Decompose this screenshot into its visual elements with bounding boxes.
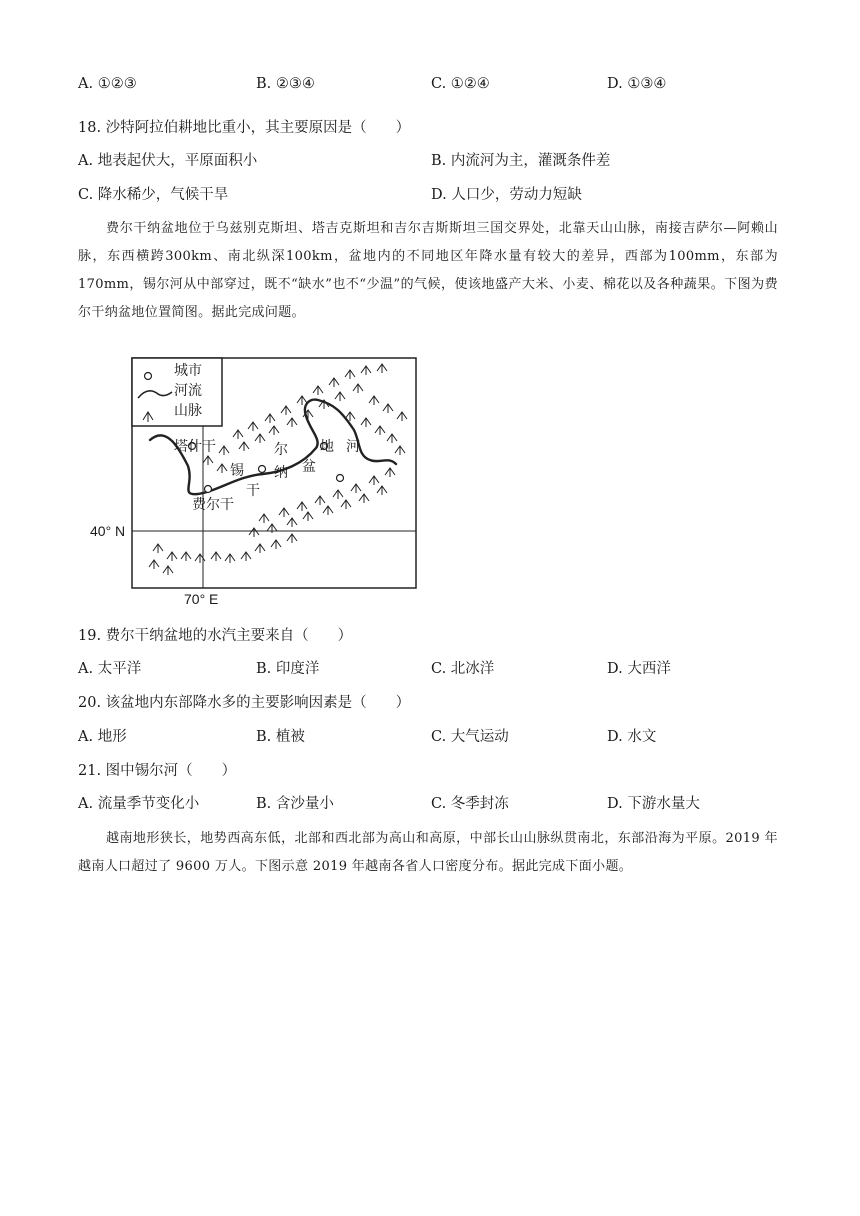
q17-option-d: D. ①③④ [607, 76, 667, 92]
mountain-symbol [387, 434, 397, 443]
fergana-map [88, 356, 433, 612]
mountain-symbol [341, 500, 351, 509]
q17-option-a: A. ①②③ [78, 76, 137, 92]
label-fergana-city: 费尔干 [192, 497, 234, 513]
q18-stem: 18. 沙特阿拉伯耕地比重小，其主要原因是（ ） [78, 120, 411, 136]
mountain-symbol [255, 544, 265, 553]
q19-option-c: C. 北冰洋 [431, 661, 495, 677]
mountain-symbol [225, 554, 235, 563]
mountain-symbol [181, 552, 191, 561]
city-fergana [205, 486, 212, 493]
mountain-symbol [385, 468, 395, 477]
mountain-symbol [361, 366, 371, 375]
label-basin-4: 盆 [302, 459, 316, 475]
mountain-symbol [345, 370, 355, 379]
q21-option-b: B. 含沙量小 [256, 796, 334, 812]
city-basin-1 [259, 466, 266, 473]
passage-vietnam-text: 越南地形狭长，地势西高东低，北部和西北部为高山和高原，中部长山山脉纵贯南北，东部沿海为平原。2019 年越南人口超过了 9600 万人。下图示意 2019 年越南各省人口密度分布。据此完成下面小题。 [78, 831, 778, 874]
q21-option-a: A. 流量季节变化小 [78, 796, 200, 812]
mountain-symbol [281, 406, 291, 415]
label-river: 河 [346, 439, 360, 455]
mountain-symbol [353, 384, 363, 393]
mountain-symbol [297, 502, 307, 511]
mountain-symbol [267, 524, 277, 533]
mountain-symbol [395, 446, 405, 455]
mountain-symbol [383, 404, 393, 413]
mountain-symbol [313, 386, 323, 395]
mountain-symbol [203, 456, 213, 465]
q19-option-a: A. 太平洋 [78, 661, 142, 677]
latitude-label: 40° N [90, 523, 126, 539]
mountain-symbol [217, 464, 227, 473]
q20-option-b: B. 植被 [256, 729, 305, 745]
map-drawing [88, 356, 433, 612]
label-basin-5: 地 [320, 439, 334, 455]
mountain-symbol [369, 476, 379, 485]
q18-option-c: C. 降水稀少，气候干旱 [78, 187, 229, 203]
label-basin-0: 尔 [274, 442, 288, 458]
mountain-symbol [377, 486, 387, 495]
q21-stem: 21. 图中锡尔河（ ） [78, 763, 237, 779]
mountain-symbol [167, 552, 177, 561]
q21-option-d: D. 下游水量大 [607, 796, 700, 812]
passage-fergana-text: 费尔干纳盆地位于乌兹别克斯坦、塔吉克斯坦和吉尔吉斯斯坦三国交界处，北靠天山山脉，南接吉萨尔—阿赖山脉，东西横跨300km、南北纵深100km，盆地内的不同地区年降水量有较大的差异，西部为100mm，东部为170mm，锡尔河从中部穿过，既不“缺水”也不“少温”的气候，使该地盛产大米、小麦、棉花以及各种蔬果。下图为费尔干纳盆地位置简图。据此完成问题。 [78, 221, 778, 320]
mountain-symbol [271, 540, 281, 549]
mountain-symbol [329, 378, 339, 387]
mountain-symbol [249, 528, 259, 537]
mountain-symbol [233, 430, 243, 439]
mountain-symbol [287, 418, 297, 427]
mountain-symbol [248, 422, 258, 431]
q19-option-b: B. 印度洋 [256, 661, 320, 677]
legend-city-label: 城市 [174, 363, 202, 379]
mountain-symbol [375, 426, 385, 435]
legend-river-label: 河流 [174, 383, 202, 399]
q18-option-b: B. 内流河为主，灌溉条件差 [431, 153, 611, 169]
mountain-symbol [279, 508, 289, 517]
q17-option-c: C. ①②④ [431, 76, 490, 92]
label-tashkent: 塔什干 [174, 439, 216, 455]
mountain-symbol [255, 434, 265, 443]
label-basin-2: 纳 [274, 465, 288, 481]
mountain-symbol [153, 544, 163, 553]
mountain-symbol [369, 396, 379, 405]
mountain-symbol [269, 426, 279, 435]
label-basin-1: 干 [246, 483, 260, 499]
q20-option-c: C. 大气运动 [431, 729, 509, 745]
mountain-symbol [219, 446, 229, 455]
mountain-symbol [287, 518, 297, 527]
q19-stem: 19. 费尔干纳盆地的水汽主要来自（ ） [78, 628, 353, 644]
mountain-symbol [323, 506, 333, 515]
mountain-symbol [351, 484, 361, 493]
mountain-symbol [335, 392, 345, 401]
legend-mountain-label: 山脉 [174, 403, 202, 419]
mountain-symbol [303, 512, 313, 521]
mountain-symbol [259, 514, 269, 523]
passage-vietnam [78, 825, 778, 881]
q20-stem: 20. 该盆地内东部降水多的主要影响因素是（ ） [78, 695, 411, 711]
q20-option-a: A. 地形 [78, 729, 127, 745]
mountain-symbol [163, 566, 173, 575]
mountain-symbol [377, 364, 387, 373]
q20-option-d: D. 水文 [607, 729, 657, 745]
q21-option-c: C. 冬季封冻 [431, 796, 509, 812]
mountain-symbol [241, 552, 251, 561]
mountain-symbol [239, 442, 249, 451]
q18-option-a: A. 地表起伏大，平原面积小 [78, 153, 258, 169]
label-syr: 锡 [230, 463, 244, 479]
mountain-symbol [333, 490, 343, 499]
mountain-symbol [315, 496, 325, 505]
mountain-symbol [359, 494, 369, 503]
passage-fergana [78, 215, 778, 327]
mountain-symbol [397, 412, 407, 421]
q17-option-b: B. ②③④ [256, 76, 315, 92]
mountain-symbol [287, 534, 297, 543]
mountain-symbol [149, 560, 159, 569]
q19-option-d: D. 大西洋 [607, 661, 671, 677]
mountain-symbol [265, 414, 275, 423]
mountain-symbol [361, 418, 371, 427]
mountain-symbol [211, 552, 221, 561]
longitude-label: 70° E [184, 591, 219, 607]
city-basin-3 [337, 475, 344, 482]
q18-option-d: D. 人口少，劳动力短缺 [431, 187, 582, 203]
